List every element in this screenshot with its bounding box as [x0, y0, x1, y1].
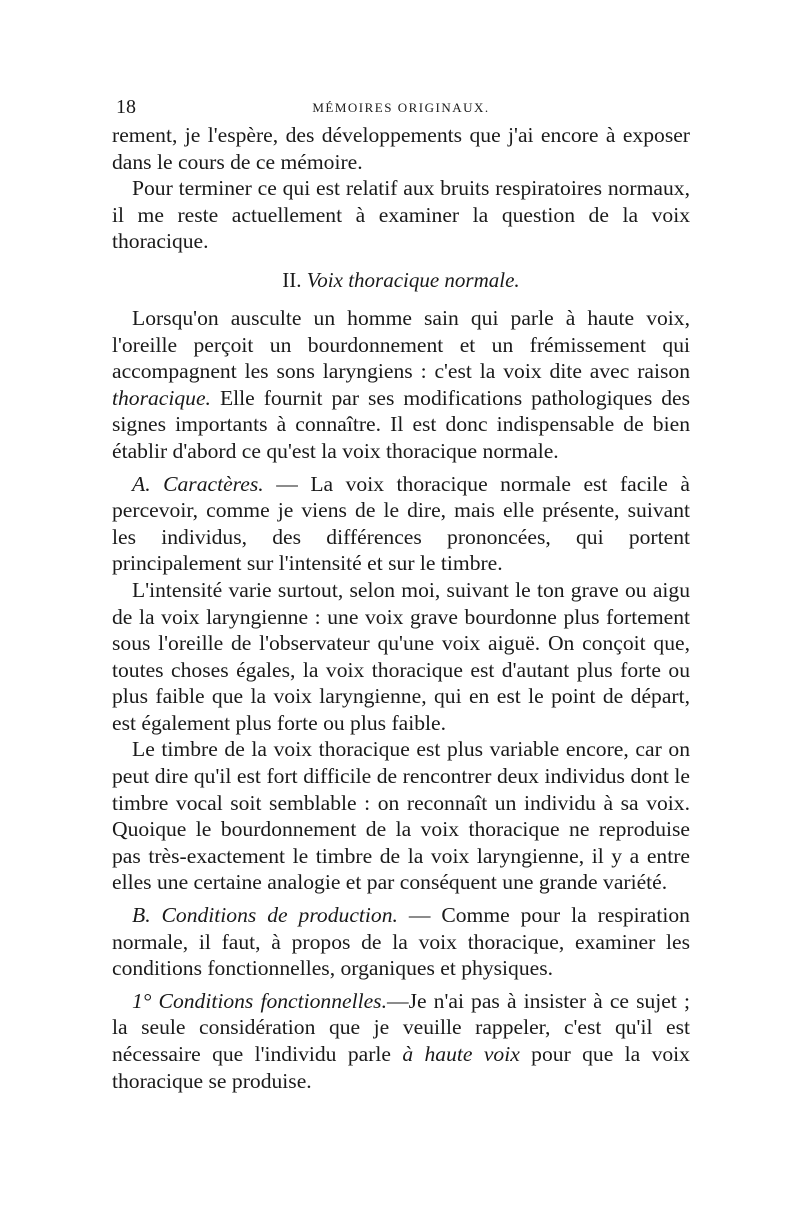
- subheading-caracteres: A. Caractères.: [132, 471, 264, 496]
- emphasis-haute-voix: à haute voix: [402, 1042, 520, 1066]
- paragraph-fonctionnelles: [112, 988, 690, 1094]
- book-page: [112, 92, 690, 1094]
- paragraph-definition-text-b: Elle fournit par ses modifications pathologiques des signes importants à connaître. Il est donc indispensable de bien établir d'abord ce qu'est la voix thoracique normale.: [112, 385, 690, 463]
- section-number: II.: [282, 267, 302, 292]
- paragraph-definition-text-a: Lorsqu'on ausculte un homme sain qui parle à haute voix, l'oreille perçoit un bourdonnement et un frémissement qui accompagnent les sons laryngiens : c'est la voix dite avec raison: [112, 305, 690, 384]
- paragraph-timbre: Le timbre de la voix thoracique est plus variable encore, car on peut dire qu'il est fort difficile de rencontrer deux individus dont le timbre vocal soit semblable : on reconnaît un individu à sa voix. Quoique le bourdonnement de la voix thoracique ne reproduise pas très-exactement le timbre de la voix laryngienne, il y a entre elles une certaine analogie et par conséquent une grande variété.: [112, 737, 690, 895]
- paragraph-caracteres: [112, 471, 690, 577]
- paragraph-caracteres-text: — La voix thoracique normale est facile à percevoir, comme je viens de le dire, mais elle présente, suivant les individus, des différences prononcées, qui portent principalement sur l'intensité et sur le timbre.: [112, 471, 690, 576]
- running-header: [112, 92, 690, 122]
- emphasis-thoracique: thoracique.: [112, 385, 211, 410]
- paragraph-intensite: L'intensité varie surtout, selon moi, suivant le ton grave ou aigu de la voix laryngienne : une voix grave bourdonne plus fortement sous l'oreille de l'observateur qu'une voix aiguë. On conçoit que, toutes choses égales, la voix thoracique est d'autant plus forte ou plus faible que la voix laryngienne, qui en est le point de départ, est également plus forte ou plus faible.: [112, 577, 690, 735]
- paragraph-conditions-text: — Comme pour la respiration normale, il faut, à propos de la voix thoracique, examiner les conditions fonctionnelles, organiques et physiques.: [112, 903, 690, 981]
- paragraph-intro-voice: Pour terminer ce qui est relatif aux bruits respiratoires normaux, il me reste actuellement à examiner la question de la voix thoracique.: [112, 176, 690, 254]
- paragraph-fonctionnelles-text-a: —Je n'ai pas à insister à ce sujet ; la seule considération que je veuille rappeler, c'est qu'il est nécessaire que l'individu parle: [112, 988, 690, 1066]
- paragraph-fonctionnelles-text-b: pour que la voix thoracique se produise.: [112, 1042, 690, 1093]
- paragraph-definition: [112, 305, 690, 465]
- section-heading: [112, 267, 690, 293]
- subheading-conditions: B. Conditions de production.: [132, 903, 398, 928]
- subheading-fonctionnelles: 1° Conditions fonctionnelles.: [132, 988, 387, 1013]
- running-title: MÉMOIRES ORIGINAUX.: [312, 100, 490, 115]
- section-title: Voix thoracique normale.: [306, 267, 520, 292]
- page-number: 18: [116, 96, 136, 118]
- paragraph-continuation: rement, je l'espère, des développements que j'ai encore à exposer dans le cours de ce mémoire.: [112, 123, 690, 174]
- paragraph-conditions: [112, 902, 690, 982]
